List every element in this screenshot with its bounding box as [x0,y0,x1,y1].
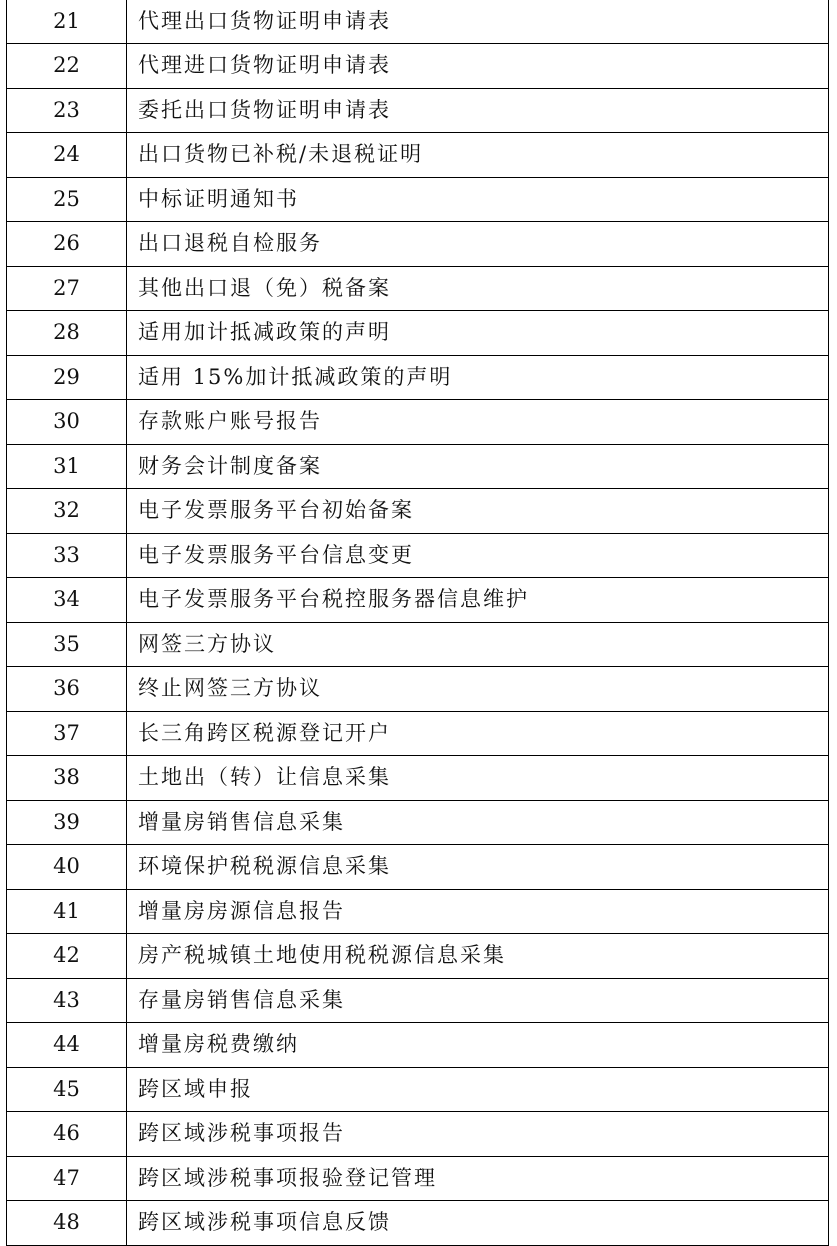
row-item-name: 跨区域涉税事项信息反馈 [127,1201,829,1246]
row-number: 27 [7,266,127,311]
row-item-name: 跨区域涉税事项报验登记管理 [127,1156,829,1201]
row-item-name: 终止网签三方协议 [127,667,829,712]
row-item-name: 委托出口货物证明申请表 [127,88,829,133]
row-item-name: 出口货物已补税/未退税证明 [127,133,829,178]
table-row [7,133,829,178]
row-number: 47 [7,1156,127,1201]
row-item-name: 跨区域申报 [127,1067,829,1112]
row-item-name: 增量房销售信息采集 [127,800,829,845]
row-number: 24 [7,133,127,178]
row-number: 25 [7,177,127,222]
table-row [7,400,829,445]
row-item-name: 跨区域涉税事项报告 [127,1112,829,1157]
row-number: 35 [7,622,127,667]
row-number: 22 [7,44,127,89]
row-number: 33 [7,533,127,578]
row-item-name: 房产税城镇土地使用税税源信息采集 [127,934,829,979]
row-number: 29 [7,355,127,400]
table-row [7,311,829,356]
row-number: 45 [7,1067,127,1112]
row-number: 23 [7,88,127,133]
table-row [7,44,829,89]
service-table [6,0,829,1246]
row-number: 41 [7,889,127,934]
service-items-table [6,0,829,1246]
table-row [7,756,829,801]
row-item-name: 电子发票服务平台税控服务器信息维护 [127,578,829,623]
table-row [7,800,829,845]
row-number: 36 [7,667,127,712]
row-item-name: 长三角跨区税源登记开户 [127,711,829,756]
table-row [7,266,829,311]
row-item-name: 适用加计抵减政策的声明 [127,311,829,356]
table-row [7,978,829,1023]
row-item-name: 其他出口退（免）税备案 [127,266,829,311]
row-number: 31 [7,444,127,489]
table-row [7,1023,829,1068]
table-row [7,355,829,400]
row-item-name: 电子发票服务平台信息变更 [127,533,829,578]
row-item-name: 电子发票服务平台初始备案 [127,489,829,534]
row-item-name: 出口退税自检服务 [127,222,829,267]
table-row [7,489,829,534]
row-item-name: 代理进口货物证明申请表 [127,44,829,89]
table-row [7,444,829,489]
row-number: 46 [7,1112,127,1157]
table-row [7,845,829,890]
row-item-name: 网签三方协议 [127,622,829,667]
table-row [7,177,829,222]
table-row [7,1156,829,1201]
row-item-name: 增量房房源信息报告 [127,889,829,934]
table-row [7,1067,829,1112]
row-item-name: 适用 15%加计抵减政策的声明 [127,355,829,400]
row-number: 42 [7,934,127,979]
row-number: 34 [7,578,127,623]
row-item-name: 存款账户账号报告 [127,400,829,445]
row-number: 32 [7,489,127,534]
table-row [7,222,829,267]
row-number: 21 [7,0,127,44]
row-number: 43 [7,978,127,1023]
table-row [7,889,829,934]
row-number: 26 [7,222,127,267]
row-item-name: 财务会计制度备案 [127,444,829,489]
table-row [7,0,829,44]
row-item-name: 代理出口货物证明申请表 [127,0,829,44]
row-item-name: 存量房销售信息采集 [127,978,829,1023]
row-number: 48 [7,1201,127,1246]
table-row [7,533,829,578]
table-row [7,1201,829,1246]
table-body [7,0,829,1245]
table-row [7,711,829,756]
row-number: 37 [7,711,127,756]
row-number: 30 [7,400,127,445]
row-number: 44 [7,1023,127,1068]
row-number: 38 [7,756,127,801]
table-row [7,934,829,979]
table-row [7,667,829,712]
row-number: 40 [7,845,127,890]
row-item-name: 增量房税费缴纳 [127,1023,829,1068]
table-row [7,1112,829,1157]
row-item-name: 环境保护税税源信息采集 [127,845,829,890]
row-number: 28 [7,311,127,356]
row-item-name: 中标证明通知书 [127,177,829,222]
row-number: 39 [7,800,127,845]
row-item-name: 土地出（转）让信息采集 [127,756,829,801]
table-row [7,578,829,623]
table-row [7,88,829,133]
table-row [7,622,829,667]
